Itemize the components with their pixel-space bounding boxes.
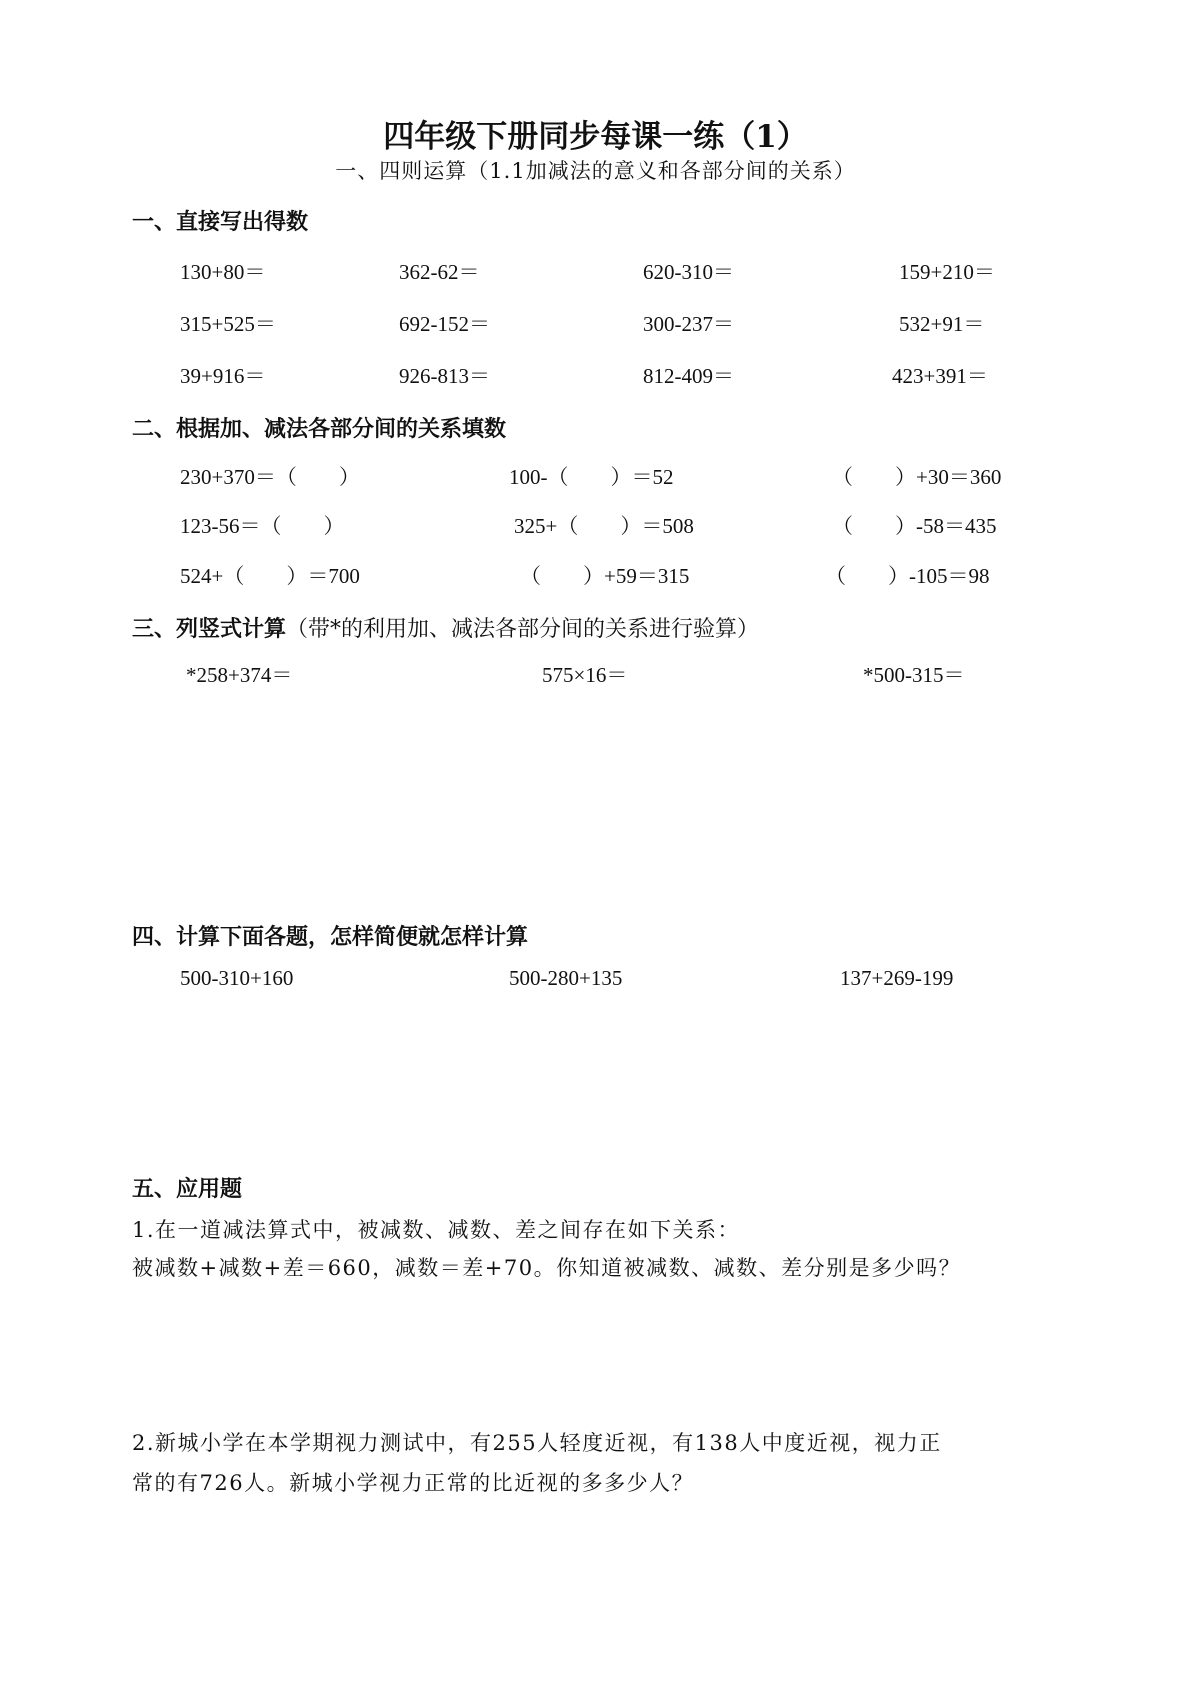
problem-item: 159+210＝	[899, 260, 995, 284]
problem-item: 39+916＝	[180, 364, 266, 388]
section-3-heading-note: （带*的利用加、减法各部分间的关系进行验算）	[286, 617, 760, 642]
problem-item: 137+269-199	[840, 966, 954, 990]
problem-item: 300-237＝	[643, 312, 734, 336]
word-problem-2-line-2: 常的有726人。新城小学视力正常的比近视的多多少人？	[132, 1471, 695, 1495]
problem-item: （ ）+30＝360	[832, 465, 1002, 489]
section-5-heading: 五、应用题	[132, 1176, 243, 1202]
problem-item: 620-310＝	[643, 260, 734, 284]
page-title: 四年级下册同步每课一练（1）	[383, 119, 808, 155]
problem-item: 230+370＝（ ）	[180, 465, 360, 489]
problem-item: 315+525＝	[180, 312, 276, 336]
word-problem-1-line-2: 被减数+减数+差＝660，减数＝差+70。你知道被减数、减数、差分别是多少吗？	[132, 1256, 962, 1280]
section-2-heading: 二、根据加、减法各部分间的关系填数	[132, 416, 507, 442]
problem-item: 524+（ ）＝700	[180, 564, 360, 588]
problem-item: 325+（ ）＝508	[514, 514, 694, 538]
word-problem-2-line-1: 2.新城小学在本学期视力测试中，有255人轻度近视，有138人中度近视，视力正	[132, 1431, 942, 1455]
problem-item: 926-813＝	[399, 364, 490, 388]
section-1-heading: 一、直接写出得数	[132, 209, 309, 235]
problem-item: （ ）-58＝435	[832, 514, 997, 538]
section-3-heading	[132, 618, 759, 641]
problem-item: 500-310+160	[180, 966, 294, 990]
problem-item: （ ）-105＝98	[825, 564, 990, 588]
problem-item: 100-（ ）＝52	[509, 465, 674, 489]
problem-item: 500-280+135	[509, 966, 623, 990]
problem-item: 130+80＝	[180, 260, 266, 284]
problem-item: （ ）+59＝315	[520, 564, 690, 588]
page-subtitle: 一、四则运算（1.1加减法的意义和各部分间的关系）	[335, 159, 856, 183]
problem-item: 692-152＝	[399, 312, 490, 336]
problem-item: *500-315＝	[863, 663, 965, 687]
word-problem-1-line-1: 1.在一道减法算式中，被减数、减数、差之间存在如下关系：	[132, 1218, 741, 1242]
problem-item: 362-62＝	[399, 260, 480, 284]
problem-item: 123-56＝（ ）	[180, 514, 345, 538]
problem-item: 423+391＝	[892, 364, 988, 388]
problem-item: *258+374＝	[186, 663, 293, 687]
section-3-heading-title: 三、列竖式计算	[132, 616, 287, 642]
problem-item: 532+91＝	[899, 312, 985, 336]
section-4-heading: 四、计算下面各题，怎样简便就怎样计算	[132, 924, 529, 950]
problem-item: 812-409＝	[643, 364, 734, 388]
problem-item: 575×16＝	[542, 663, 628, 687]
